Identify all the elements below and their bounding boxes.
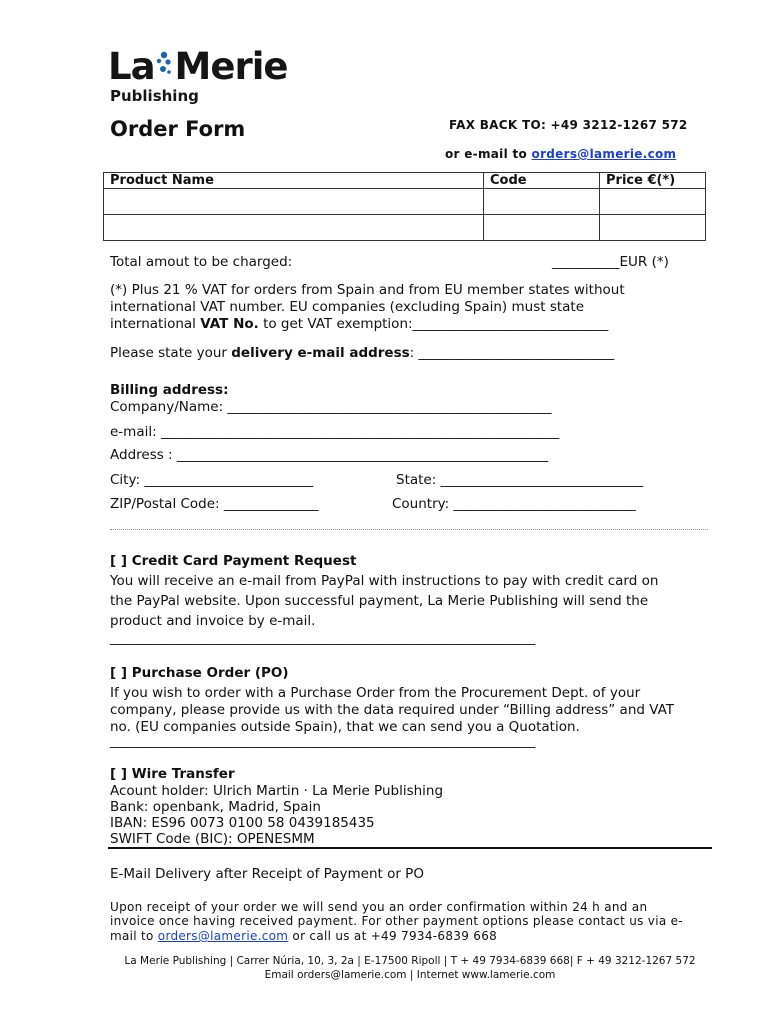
receipt-line3-suffix: or call us at +49 7934-6839 668: [288, 929, 498, 943]
delivery-suffix[interactable]: : _____________________________: [409, 345, 615, 361]
logo: [108, 45, 288, 88]
billing-state-field[interactable]: State: ______________________________: [396, 472, 644, 488]
fax-number: FAX BACK TO: +49 3212-1267 572: [449, 118, 688, 132]
receipt-line3: [110, 929, 497, 943]
credit-line2: the PayPal website. Upon successful payment, La Merie Publishing will send the: [110, 593, 649, 609]
wire-bank: Bank: openbank, Madrid, Spain: [110, 799, 321, 815]
section-rule: [108, 847, 712, 849]
credit-line1: You will receive an e-mail from PayPal with instructions to pay with credit card on: [110, 573, 659, 589]
header-email-line: [445, 147, 676, 161]
total-value[interactable]: __________EUR (*): [552, 254, 669, 270]
vat-no-label: VAT No.: [200, 316, 259, 332]
billing-email-field[interactable]: e-mail: ___________________________________________________________: [110, 424, 560, 440]
code-cell[interactable]: [484, 189, 600, 215]
table-header-row: [104, 173, 706, 189]
page-title: Order Form: [110, 117, 246, 141]
footer-contact: Email orders@lamerie.com | Internet www.lamerie.com: [264, 969, 556, 981]
col-product-name: Product Name: [104, 173, 484, 189]
product-table: [103, 172, 706, 241]
header-email-link[interactable]: orders@lamerie.com: [531, 147, 677, 161]
wire-holder: Acount holder: Ulrich Martin · La Merie Publishing: [110, 783, 444, 799]
product-name-cell[interactable]: [104, 189, 484, 215]
product-name-cell[interactable]: [104, 215, 484, 241]
logo-word-left: La: [108, 45, 155, 88]
footer-address: La Merie Publishing | Carrer Núria, 10, 3, 2a | E-17500 Ripoll | T + 49 7934-6839 668| F + 49 3212-1267 572: [124, 955, 696, 967]
delivery-prefix: Please state your: [110, 345, 232, 361]
credit-card-checkbox[interactable]: [ ] Credit Card Payment Request: [110, 553, 357, 569]
po-line1: If you wish to order with a Purchase Order from the Procurement Dept. of your: [110, 685, 641, 701]
billing-zip-field[interactable]: ZIP/Postal Code: ______________: [110, 496, 319, 512]
receipt-email-link[interactable]: orders@lamerie.com: [157, 929, 289, 943]
billing-company-field[interactable]: Company/Name: ________________________________________________: [110, 399, 552, 415]
price-cell[interactable]: [600, 189, 706, 215]
logo-subtitle: Publishing: [110, 87, 199, 105]
wire-transfer-checkbox[interactable]: [ ] Wire Transfer: [110, 766, 235, 782]
logo-dots-icon: [155, 49, 175, 81]
section-divider: [110, 529, 708, 530]
delivery-email-field[interactable]: [110, 345, 614, 361]
vat-note-line1: (*) Plus 21 % VAT for orders from Spain and from EU member states without: [110, 282, 625, 298]
po-rule: _______________________________________________________________: [110, 733, 536, 749]
table-row: [104, 215, 706, 241]
vat-line3-suffix[interactable]: to get VAT exemption:_____________________________: [258, 316, 609, 332]
vat-note-line2: international VAT number. EU companies (excluding Spain) must state: [110, 299, 585, 315]
credit-rule: _______________________________________________________________: [110, 630, 536, 646]
total-label: Total amout to be charged:: [110, 254, 293, 270]
po-line3: no. (EU companies outside Spain), that we can send you a Quotation.: [110, 719, 580, 735]
col-code: Code: [484, 173, 600, 189]
receipt-line3-prefix: mail to: [110, 929, 158, 943]
vat-line3-prefix: international: [110, 316, 201, 332]
delivery-bold: delivery e-mail address: [231, 345, 410, 361]
price-cell[interactable]: [600, 215, 706, 241]
purchase-order-checkbox[interactable]: [ ] Purchase Order (PO): [110, 665, 289, 681]
billing-heading: Billing address:: [110, 382, 229, 398]
billing-city-field[interactable]: City: _________________________: [110, 472, 314, 488]
billing-country-field[interactable]: Country: ___________________________: [392, 496, 636, 512]
delivery-note: E-Mail Delivery after Receipt of Payment or PO: [110, 866, 424, 882]
wire-iban: IBAN: ES96 0073 0100 58 0439185435: [110, 815, 375, 831]
logo-word-right: Merie: [174, 45, 288, 88]
billing-address-field[interactable]: Address : _______________________________________________________: [110, 447, 549, 463]
header-email-prefix: or e-mail to: [445, 147, 532, 161]
po-line2: company, please provide us with the data required under “Billing address” and VAT: [110, 702, 675, 718]
credit-line3: product and invoice by e-mail.: [110, 613, 316, 629]
col-price: Price €(*): [600, 173, 706, 189]
receipt-line2: invoice once having received payment. For other payment options please contact us via e-: [110, 914, 683, 928]
wire-swift: SWIFT Code (BIC): OPENESMM: [110, 831, 315, 847]
table-row: [104, 189, 706, 215]
receipt-line1: Upon receipt of your order we will send you an order confirmation within 24 h and an: [110, 900, 648, 914]
code-cell[interactable]: [484, 215, 600, 241]
vat-note-line3: [110, 316, 608, 332]
